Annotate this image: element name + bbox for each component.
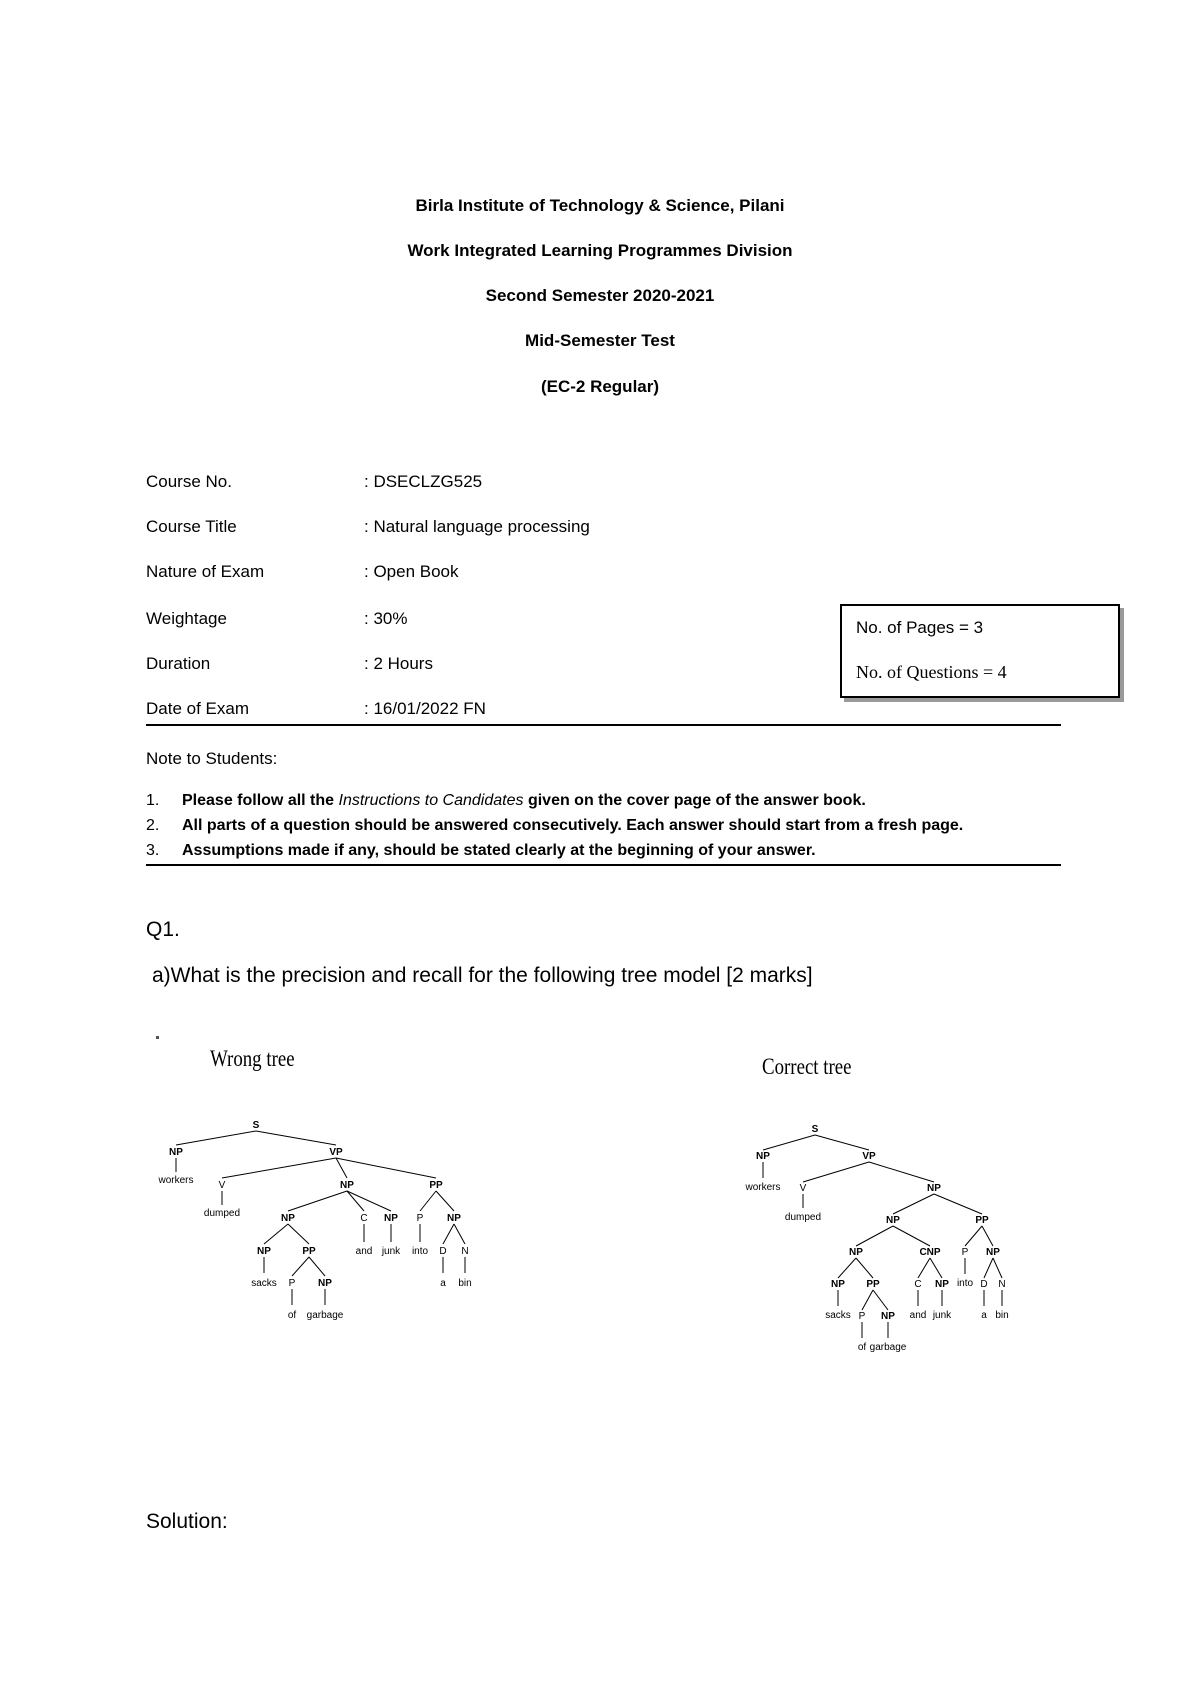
note-item xyxy=(146,817,963,835)
node-label: PP xyxy=(302,1246,316,1257)
node-label: NP xyxy=(886,1215,900,1226)
node-label: N xyxy=(461,1246,469,1257)
node-label: NP xyxy=(257,1246,271,1257)
exam-nature-label: Nature of Exam xyxy=(146,562,265,581)
course-no-value: : DSECLZG525 xyxy=(364,472,483,491)
node-label: P xyxy=(961,1247,969,1258)
node-label: NP xyxy=(831,1279,845,1290)
word-label: dumped xyxy=(784,1212,822,1223)
notes-heading: Note to Students: xyxy=(146,749,278,768)
course-no-label: Course No. xyxy=(146,472,232,491)
exam-date-value: : 16/01/2022 FN xyxy=(364,699,486,718)
note-text: Assumptions made if any, should be stated clearly at the beginning of your answer. xyxy=(182,842,816,859)
node-label: NP xyxy=(881,1311,895,1322)
word-label: sacks xyxy=(825,1310,851,1321)
question-number: Q1. xyxy=(146,918,180,941)
node-label: P xyxy=(288,1278,296,1289)
word-label: and xyxy=(355,1246,373,1257)
course-title-label: Course Title xyxy=(146,517,237,536)
division-name: Work Integrated Learning Programmes Division xyxy=(407,241,793,260)
word-label: junk xyxy=(932,1310,952,1321)
word-label: dumped xyxy=(203,1208,241,1219)
regular-line: (EC-2 Regular) xyxy=(540,377,660,396)
node-label: NP xyxy=(447,1213,461,1224)
note-item xyxy=(146,792,866,810)
solution-label: Solution: xyxy=(146,1510,228,1533)
node-label: P xyxy=(416,1213,424,1224)
pages-summary-box xyxy=(840,604,1120,698)
correct-tree-diagram xyxy=(740,1110,1020,1360)
word-label: sacks xyxy=(251,1278,277,1289)
note-number: 2. xyxy=(146,817,160,834)
note-item xyxy=(146,842,816,860)
node-label: NP xyxy=(340,1180,354,1191)
node-label: V xyxy=(799,1183,807,1194)
wrong-tree-diagram xyxy=(150,1110,490,1340)
word-label: junk xyxy=(381,1246,401,1257)
word-label: workers xyxy=(158,1175,194,1186)
duration-value: : 2 Hours xyxy=(364,654,433,673)
node-label: NP xyxy=(756,1151,770,1162)
node-label: NP xyxy=(927,1183,941,1194)
note-text: Please follow all the xyxy=(182,792,339,809)
word-label: a xyxy=(981,1310,987,1321)
semester-line: Second Semester 2020-2021 xyxy=(485,286,715,305)
test-line: Mid-Semester Test xyxy=(525,331,675,350)
node-label: NP xyxy=(384,1213,398,1224)
weightage-label: Weightage xyxy=(146,609,227,628)
node-label: NP xyxy=(318,1278,332,1289)
note-text-end: given on the cover page of the answer book. xyxy=(523,792,866,809)
node-label: V xyxy=(218,1180,226,1191)
node-label: C xyxy=(914,1279,922,1290)
correct-tree-caption: Correct tree xyxy=(762,1054,852,1079)
node-label: NP xyxy=(849,1247,863,1258)
node-label: C xyxy=(360,1213,368,1224)
node-label: VP xyxy=(862,1151,876,1162)
node-label: PP xyxy=(429,1180,443,1191)
institute-name: Birla Institute of Technology & Science, Pilani xyxy=(415,196,785,215)
word-label: bin xyxy=(458,1278,472,1289)
wrong-tree-caption: Wrong tree xyxy=(210,1046,295,1071)
word-label: garbage xyxy=(869,1342,907,1353)
question-text: a)What is the precision and recall for the following tree model [2 marks] xyxy=(152,964,813,987)
node-label: CNP xyxy=(919,1247,941,1258)
node-label: D xyxy=(980,1279,988,1290)
node-label: NP xyxy=(935,1279,949,1290)
word-label: a xyxy=(440,1278,446,1289)
word-label: into xyxy=(956,1278,974,1289)
course-title-value: : Natural language processing xyxy=(364,517,590,536)
note-number: 3. xyxy=(146,842,160,859)
node-label: P xyxy=(858,1311,866,1322)
node-label: NP xyxy=(169,1147,183,1158)
divider-bottom xyxy=(146,864,1061,866)
word-label: into xyxy=(411,1246,429,1257)
scan-dot xyxy=(156,1036,159,1039)
word-label: workers xyxy=(745,1182,781,1193)
page-count: No. of Pages = 3 xyxy=(856,618,984,637)
note-text: All parts of a question should be answered consecutively. Each answer should start from a fresh page. xyxy=(182,817,964,834)
word-label: of xyxy=(287,1310,297,1321)
node-label: NP xyxy=(281,1213,295,1224)
node-label: D xyxy=(439,1246,447,1257)
exam-nature-value: : Open Book xyxy=(364,562,459,581)
note-number: 1. xyxy=(146,792,160,809)
node-label: S xyxy=(252,1120,260,1131)
question-count: No. of Questions = 4 xyxy=(856,662,1007,682)
node-label: S xyxy=(811,1124,819,1135)
weightage-value: : 30% xyxy=(364,609,408,628)
duration-label: Duration xyxy=(146,654,211,673)
word-label: and xyxy=(909,1310,927,1321)
node-label: N xyxy=(998,1279,1006,1290)
word-label: garbage xyxy=(306,1310,344,1321)
node-label: PP xyxy=(866,1279,880,1290)
node-label: NP xyxy=(986,1247,1000,1258)
note-emphasis: Instructions to Candidates xyxy=(338,792,524,809)
exam-date-label: Date of Exam xyxy=(146,699,249,718)
node-label: PP xyxy=(975,1215,989,1226)
divider-top xyxy=(146,724,1061,726)
word-label: of xyxy=(857,1342,867,1353)
node-label: VP xyxy=(329,1147,343,1158)
word-label: bin xyxy=(995,1310,1009,1321)
